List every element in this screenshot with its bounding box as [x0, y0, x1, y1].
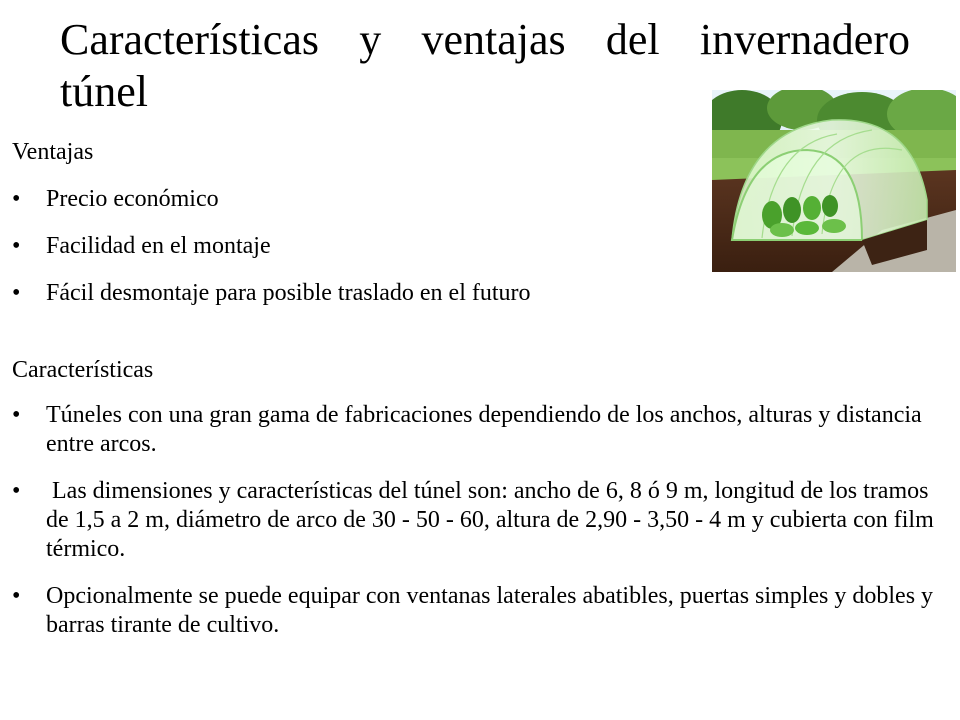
list-item-text: Túneles con una gran gama de fabricaciones dependiendo de los anchos, alturas y distancia entre arcos. — [46, 402, 922, 457]
list-item — [12, 185, 947, 214]
bullet-icon: • — [12, 402, 21, 428]
list-item — [12, 232, 947, 261]
bullet-icon: • — [12, 233, 21, 259]
list-item — [12, 401, 947, 459]
list-item — [12, 582, 947, 640]
features-list — [12, 401, 947, 640]
advantages-list — [12, 185, 947, 308]
title-line-1: Características y ventajas del invernadero — [60, 15, 910, 64]
list-item-text: Facilidad en el montaje — [46, 233, 271, 259]
bullet-icon: • — [12, 186, 21, 212]
list-item-text: Las dimensiones y características del túnel son: ancho de 6, 8 ó 9 m, longitud de los tramos de 1,5 a 2 m, diámetro de arco de 30 - 50 - 60, altura de 2,90 - 3,50 - 4 m y cubierta con film térmico. — [46, 478, 940, 562]
list-item-text: Precio económico — [46, 186, 219, 212]
title-line-2: túnel — [60, 67, 148, 116]
advantages-heading: Ventajas — [12, 139, 94, 165]
list-item — [12, 279, 947, 308]
bullet-icon: • — [12, 280, 21, 306]
list-item-text: Fácil desmontaje para posible traslado en el futuro — [46, 280, 531, 306]
bullet-icon: • — [12, 583, 21, 609]
list-item-text: Opcionalmente se puede equipar con ventanas laterales abatibles, puertas simples y dobles y barras tirante de cultivo. — [46, 583, 934, 638]
features-heading: Características — [12, 357, 154, 383]
list-item — [12, 477, 947, 564]
slide-content — [12, 138, 947, 640]
bullet-icon: • — [12, 478, 21, 504]
